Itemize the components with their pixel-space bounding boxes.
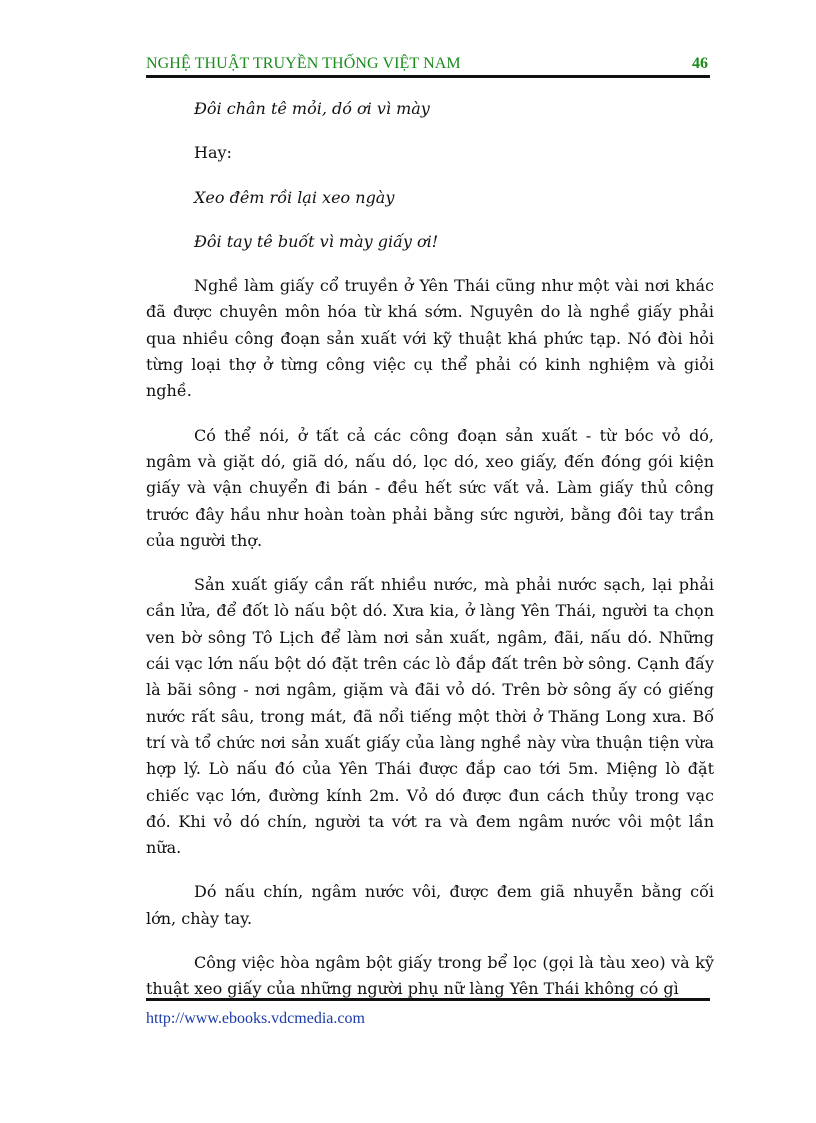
book-title: NGHỆ THUẬT TRUYỀN THỐNG VIỆT NAM <box>146 55 461 72</box>
footer-divider <box>146 998 710 1001</box>
paragraph: Có thể nói, ở tất cả các công đoạn sản xuất - từ bóc vỏ dó, ngâm và giặt dó, giã dó, nấu dó, lọc dó, xeo giấy, đến đóng gói kiện giấy và vận chuyển đi bán - đều hết sức vất vả. Làm giấy thủ công trước đây hầu như hoàn toàn phải bằng sức người, bằng đôi tay trần của người thợ. <box>146 425 714 550</box>
verse-line: Đôi tay tê buốt vì mày giấy ơi! <box>194 231 439 251</box>
ebooks-website-link[interactable]: http://www.ebooks.vdcmedia.com <box>146 1010 365 1027</box>
verse-intro: Hay: <box>194 143 232 163</box>
page-body <box>146 96 714 1021</box>
page-number: 46 <box>692 55 708 72</box>
page-header <box>146 52 710 76</box>
paragraph: Công việc hòa ngâm bột giấy trong bể lọc (gọi là tàu xeo) và kỹ thuật xeo giấy của những người phụ nữ làng Yên Thái không có gì <box>146 953 714 999</box>
verse-line: Xeo đêm rồi lại xeo ngày <box>194 187 395 207</box>
paragraph: Sản xuất giấy cần rất nhiều nước, mà phải nước sạch, lại phải cần lửa, để đốt lò nấu bột dó. Xưa kia, ở làng Yên Thái, người ta chọn ven bờ sông Tô Lịch để làm nơi sản xuất, ngâm, đãi, nấu dó. Những cái vạc lớn nấu bột dó đặt trên các lò đắp đất trên bờ sông. Cạnh đấy là bãi sông - nơi ngâm, giặm và đãi vỏ dó. Trên bờ sông ấy có giếng nước rất sâu, trong mát, đã nổi tiếng một thời ở Thăng Long xưa. Bố trí và tổ chức nơi sản xuất giấy của làng nghề này vừa thuận tiện vừa hợp lý. Lò nấu đó của Yên Thái được đắp cao tới 5m. Miệng lò đặt chiếc vạc lớn, đường kính 2m. Vỏ dó được đun cách thủy trong vạc đó. Khi vỏ dó chín, người ta vớt ra và đem ngâm nước vôi một lần nữa. <box>146 575 714 858</box>
verse-line: Đôi chân tê mỏi, dó ơi vì mày <box>194 99 430 118</box>
paragraph: Dó nấu chín, ngâm nước vôi, được đem giã nhuyễn bằng cối lớn, chày tay. <box>146 882 714 928</box>
header-divider <box>146 75 710 78</box>
paragraph: Nghề làm giấy cổ truyền ở Yên Thái cũng như một vài nơi khác đã được chuyên môn hóa từ khá sớm. Nguyên do là nghề giấy phải qua nhiều công đoạn sản xuất với kỹ thuật khá phức tạp. Nó đòi hỏi từng loại thợ ở từng công việc cụ thể phải có kinh nghiệm và giỏi nghề. <box>146 276 714 401</box>
